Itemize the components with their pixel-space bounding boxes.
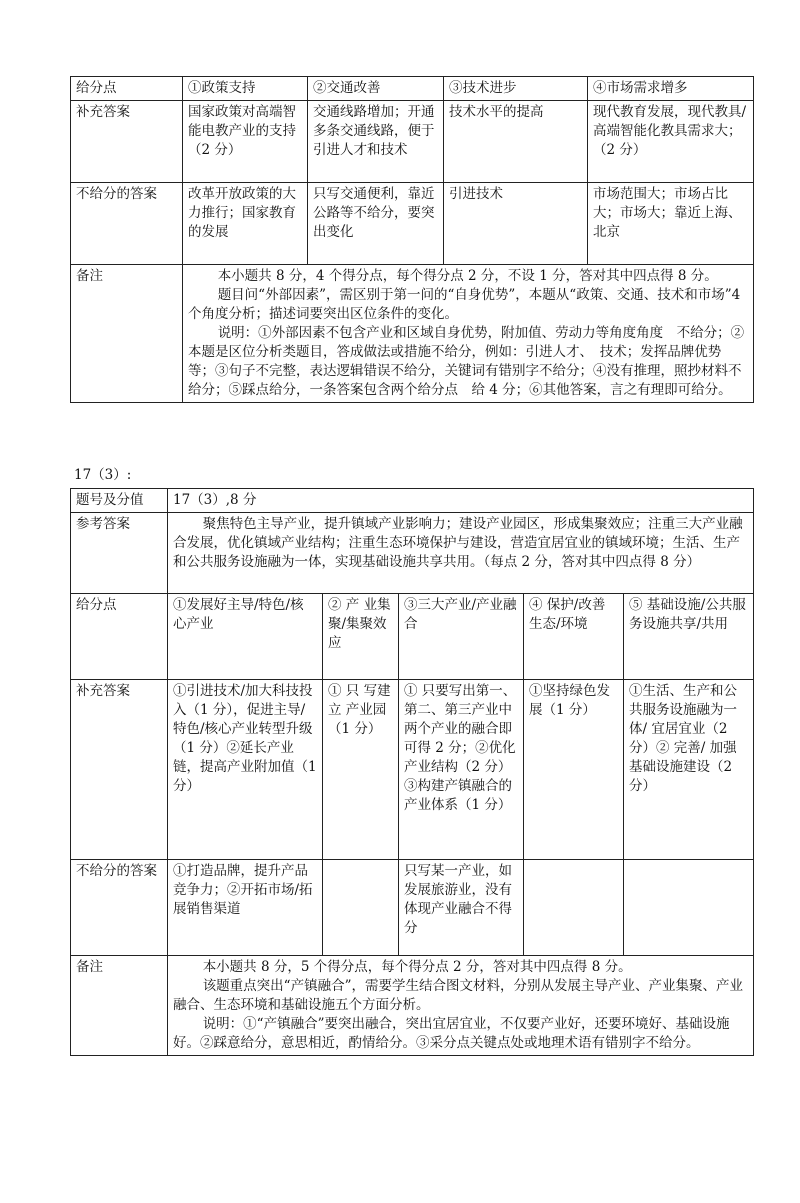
remark-cell <box>183 265 754 403</box>
reference-answer: 聚焦特色主导产业，提升镇域产业影响力；建设产业园区，形成集聚效应；注重三大产业融合发展，优化镇域产业结构；注重生态环境保护与建设，营造宜居宜业的镇域环境；生活、生产和公共服务设施融为一体，实现基础设施共享共用。（每点 2 分，答对其中四点得 8 分） <box>168 513 754 594</box>
table-cell: 只写某一产业，如发展旅游业，没有体现产业融合不得分 <box>399 860 524 956</box>
remark-text: 该题重点突出“产镇融合”，需要学生结合图文材料，分别从发展主导产业、产业集聚、产业融合、生态环境和基础设施五个方面分析。 <box>173 978 743 1013</box>
table-cell: ①引进技术/加大科技投入（1 分），促进主导/特色/核心产业转型升级（1 分）②延长产业链，提高产业附加值（1 分） <box>168 680 323 860</box>
point-1: ①发展好主导/特色/核心产业 <box>168 594 323 680</box>
question-score: 17（3）,8 分 <box>168 489 754 513</box>
table-row <box>71 101 754 183</box>
remark-text: 说明：①“产镇融合”要突出融合，突出宜居宜业，不仅要产业好，还要环境好、基础设施好。②踩意给分，意思相近，酌情给分。③采分点关键点处或地理术语有错别字不给分。 <box>173 1016 730 1051</box>
scoring-table-2 <box>70 488 754 1056</box>
remark-cell <box>168 956 754 1056</box>
point-4: ④市场需求增多 <box>588 77 754 101</box>
table-row <box>71 513 754 594</box>
point-1: ①政策支持 <box>183 77 308 101</box>
table-row <box>71 265 754 403</box>
row-label: 备注 <box>71 956 168 1056</box>
point-2: ② 产 业集聚/集聚效应 <box>323 594 399 680</box>
table-row <box>71 956 754 1056</box>
table-cell: ① 只 写建 立 产业园（1 分） <box>323 680 399 860</box>
table-cell <box>524 860 624 956</box>
point-2: ②交通改善 <box>308 77 444 101</box>
scoring-table-1 <box>70 76 754 403</box>
remark-text: 题目问“外部因素”，需区别于第一问的“自身优势”，本题从“政策、交通、技术和市场”4 个角度分析；描述词要突出区位条件的变化。 <box>188 287 741 322</box>
table-row <box>71 594 754 680</box>
table-cell: 技术水平的提高 <box>444 101 588 183</box>
point-4: ④ 保护/改善生态/环境 <box>524 594 624 680</box>
row-label: 给分点 <box>71 594 168 680</box>
row-label: 不给分的答案 <box>71 860 168 956</box>
row-label: 给分点 <box>71 77 183 101</box>
table-cell: 改革开放政策的大力推行；国家教育的发展 <box>183 183 308 265</box>
table-cell <box>624 860 754 956</box>
row-label: 补充答案 <box>71 101 183 183</box>
table-cell: ①坚持绿色发展（1 分） <box>524 680 624 860</box>
row-label: 题号及分值 <box>71 489 168 513</box>
table-cell: 市场范围大；市场占比大；市场大；靠近上海、北京 <box>588 183 754 265</box>
section-label: 17（3）: <box>74 467 132 483</box>
table-cell: 交通线路增加；开通多条交通线路，便于引进人才和技术 <box>308 101 444 183</box>
table-cell: 只写交通便利，靠近公路等不给分，要突出变化 <box>308 183 444 265</box>
table-row <box>71 680 754 860</box>
table-cell: 现代教育发展，现代教具/高端智能化教具需求大；（2 分） <box>588 101 754 183</box>
remark-text: 本小题共 8 分，5 个得分点，每个得分点 2 分，答对其中四点得 8 分。 <box>202 959 632 975</box>
row-label: 备注 <box>71 265 183 403</box>
remark-text: 本小题共 8 分，4 个得分点，每个得分点 2 分，不设 1 分，答对其中四点得 8 分。 <box>217 268 718 284</box>
table-cell: ①生活、生产和公共服务设施融为一体/ 宜居宜业（2 分）② 完善/ 加强基础设施建设（2 分） <box>624 680 754 860</box>
table-row <box>71 77 754 101</box>
row-label: 参考答案 <box>71 513 168 594</box>
row-label: 补充答案 <box>71 680 168 860</box>
point-3: ③三大产业/产业融合 <box>399 594 524 680</box>
row-label: 不给分的答案 <box>71 183 183 265</box>
table-cell: ①打造品牌，提升产品竞争力；②开拓市场/拓展销售渠道 <box>168 860 323 956</box>
table-cell: 国家政策对高端智能电教产业的支持（2 分） <box>183 101 308 183</box>
table-row <box>71 489 754 513</box>
table-cell <box>323 860 399 956</box>
table-row <box>71 183 754 265</box>
remark-text: 说明：①外部因素不包含产业和区域自身优势，附加值、劳动力等角度角度 不给分；②本题是区位分析类题目，答成做法或措施不给分，例如：引进人才、 技术；发挥品牌优势等；③句子不完整，表达逻辑错误不给分，关键词有错别字不给分；④没有推理，照抄材料不给分；⑤踩点给分，一条答案包含两个给分点 给 4 分；⑥其他答案，言之有理即可给分。 <box>188 325 745 398</box>
point-3: ③技术进步 <box>444 77 588 101</box>
table-cell: ① 只要写出第一、第二、第三产业中两个产业的融合即可得 2 分；②优化产业结构（2 分）③构建产镇融合的产业体系（1 分） <box>399 680 524 860</box>
table-cell: 引进技术 <box>444 183 588 265</box>
point-5: ⑤ 基础设施/公共服务设施共享/共用 <box>624 594 754 680</box>
table-row <box>71 860 754 956</box>
